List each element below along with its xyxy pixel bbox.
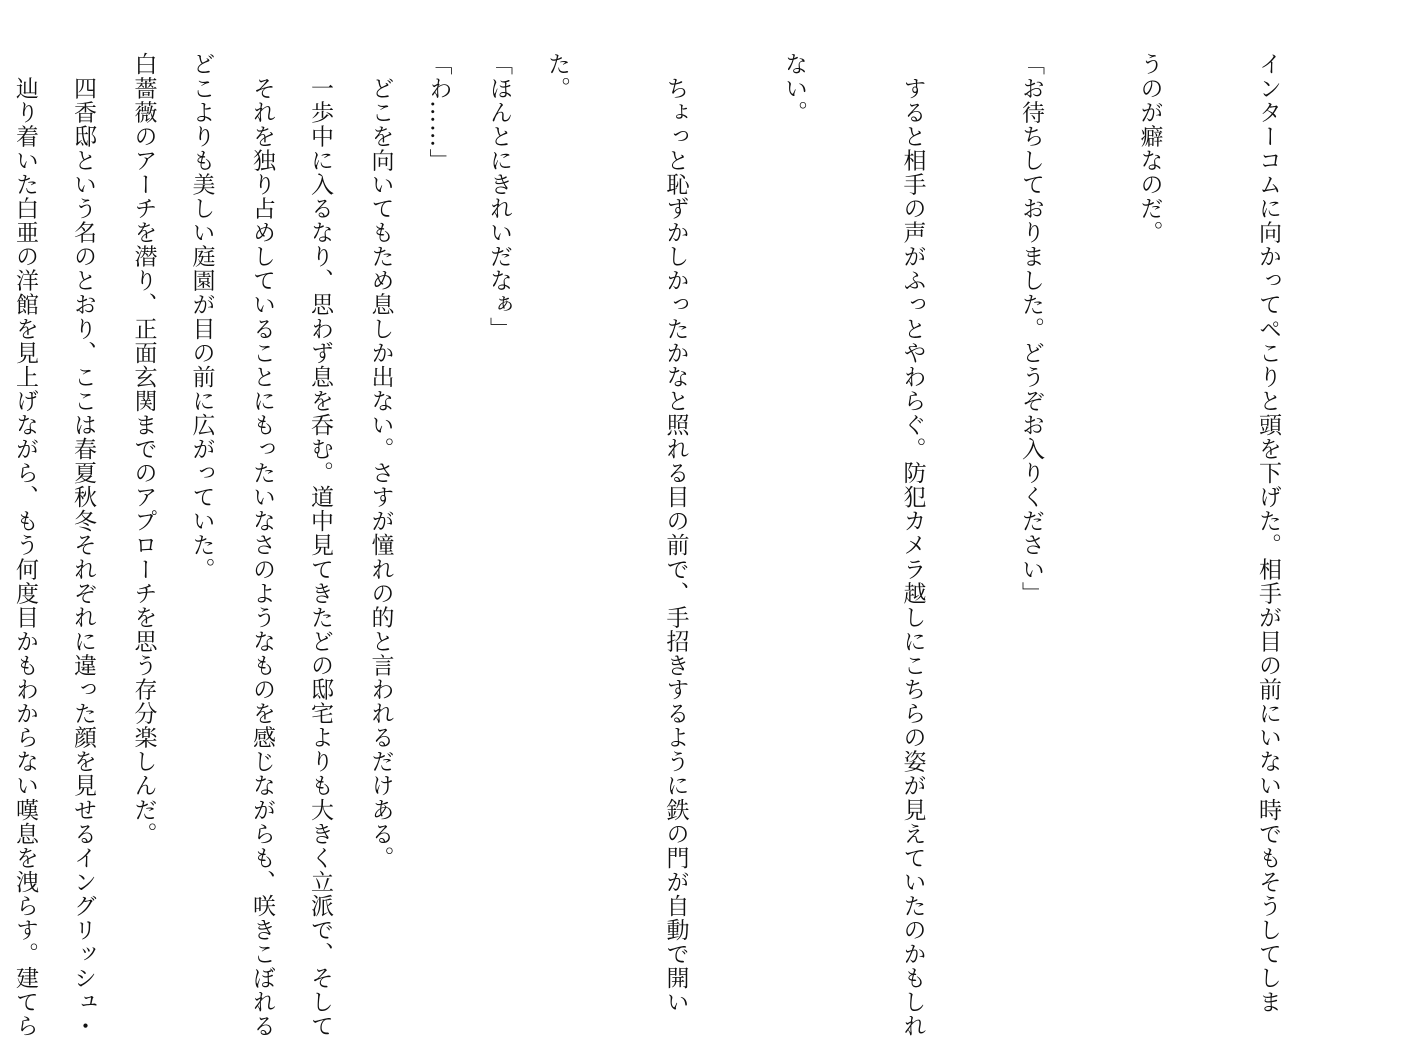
text-line: どこを向いてもため息しか出ない。さすが憧れの的と言われるだけある。 — [367, 52, 394, 870]
text-line: 「お待ちしておりました。どうぞお入りください」 — [1018, 52, 1044, 606]
text-line: うのが癖なのだ。 — [1136, 52, 1163, 245]
text-line: 一歩中に入るなり、思わず息を呑む。道中見てきたどの邸宅よりも大きく立派で、そして — [307, 52, 333, 1039]
text-line: 「ほんとにきれいだなぁ」 — [486, 52, 512, 341]
text-line: 白薔薇のアーチを潜り、正面玄関までのアプローチを思う存分楽しんだ。 — [130, 52, 157, 846]
text-line: ちょっと恥ずかしかったかなと照れる目の前で、手招きするように鉄の門が自動で開い — [662, 52, 689, 1014]
text-line: インターコムに向かってペこりと頭を下げた。相手が目の前にいない時でもそうしてしま — [1255, 52, 1281, 1014]
text-line: どこよりも美しい庭園が目の前に広がっていた。 — [188, 52, 215, 582]
text-line: すると相手の声がふっとやわらぐ。防犯カメラ越しにこちらの姿が見えていたのかもしれ — [899, 52, 926, 1039]
text-line: 「わ……」 — [425, 52, 452, 173]
left-page-text — [0, 52, 597, 1039]
text-line: 辿り着いた白亜の洋館を見上げながら、もう何度目かもわからない嘆息を洩らす。建てら — [12, 52, 38, 1039]
text-line: ない。 — [781, 52, 807, 125]
text-line: 四香邸という名のとおり、ここは春夏秋冬それぞれに違った顔を見せるイングリッシュ・ — [70, 52, 96, 1039]
left-page — [0, 0, 707, 1039]
text-line: それを独り占めしていることにもったいなさのようなものを感じながらも、咲きこぼれる — [249, 52, 275, 1039]
text-line: た。 — [544, 52, 570, 101]
